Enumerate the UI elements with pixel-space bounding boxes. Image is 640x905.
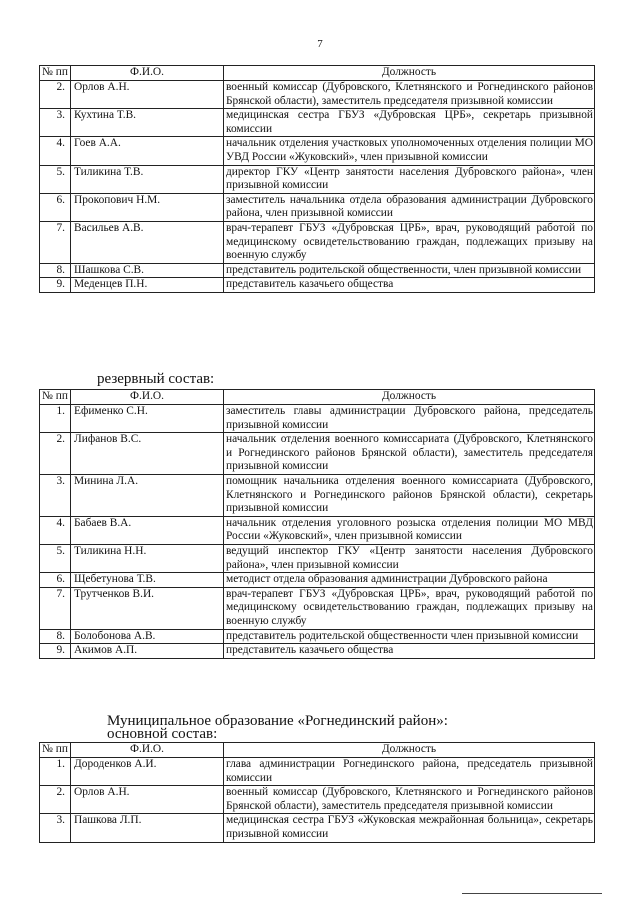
header-num: № пп	[40, 390, 71, 405]
row-name: Щебетунова Т.В.	[71, 573, 224, 588]
row-num: 2.	[40, 433, 71, 475]
row-position: методист отдела образования администрации Дубровского района	[224, 573, 595, 588]
row-name: Акимов А.П.	[71, 644, 224, 659]
table-row	[40, 758, 595, 786]
commission-table-rognedinsky-main	[39, 742, 595, 843]
row-position: медицинская сестра ГБУЗ «Жуковская межрайонная больница», секретарь призывной комиссии	[224, 814, 595, 842]
row-num: 3.	[40, 109, 71, 137]
header-position: Должность	[224, 390, 595, 405]
row-num: 5.	[40, 165, 71, 193]
table-row	[40, 786, 595, 814]
table-row	[40, 474, 595, 516]
row-name: Бабаев В.А.	[71, 516, 224, 544]
row-position: представитель казачьего общества	[224, 278, 595, 293]
row-position: представитель родительской общественности член призывной комиссии	[224, 629, 595, 644]
table-header-row	[40, 390, 595, 405]
table-row	[40, 544, 595, 572]
header-name: Ф.И.О.	[71, 743, 224, 758]
table-row	[40, 278, 595, 293]
commission-table-dubrovsky-reserve	[39, 389, 595, 659]
row-position: директор ГКУ «Центр занятости населения Дубровского района», член призывной комиссии	[224, 165, 595, 193]
row-position: начальник отделения участковых уполномоченных отделения полиции МО УВД России «Жуковский», член призывной комиссии	[224, 137, 595, 165]
row-position: ведущий инспектор ГКУ «Центр занятости населения Дубровского района», член призывной комиссии	[224, 544, 595, 572]
row-name: Минина Л.А.	[71, 474, 224, 516]
table-row	[40, 81, 595, 109]
row-position: глава администрации Рогнединского района, председатель призывной комиссии	[224, 758, 595, 786]
table-header-row	[40, 66, 595, 81]
reserve-caption: резервный состав:	[97, 371, 215, 387]
table-header-row	[40, 743, 595, 758]
row-name: Шашкова С.В.	[71, 263, 224, 278]
table-row	[40, 433, 595, 475]
row-num: 7.	[40, 221, 71, 263]
row-position: врач-терапевт ГБУЗ «Дубровская ЦРБ», врач, руководящий работой по медицинскому освидетельствованию граждан, подлежащих призыву на военную службу	[224, 221, 595, 263]
commission-table-dubrovsky-main	[39, 65, 595, 293]
row-position: представитель родительской общественности, член призывной комиссии	[224, 263, 595, 278]
row-num: 5.	[40, 544, 71, 572]
row-position: начальник отделения уголовного розыска отделения полиции МО МВД России «Жуковский», член призывной комиссии	[224, 516, 595, 544]
row-name: Прокопович Н.М.	[71, 193, 224, 221]
row-position: врач-терапевт ГБУЗ «Дубровская ЦРБ», врач, руководящий работой по медицинскому освидетельствованию граждан, подлежащих призыву на военную службу	[224, 587, 595, 629]
row-position: представитель казачьего общества	[224, 644, 595, 659]
table-row	[40, 587, 595, 629]
row-position: помощник начальника отделения военного комиссариата (Дубровского, Клетнянского и Рогнединского районов Брянской области), секретарь призывной комиссии	[224, 474, 595, 516]
row-num: 4.	[40, 137, 71, 165]
row-num: 7.	[40, 587, 71, 629]
row-name: Болобонова А.В.	[71, 629, 224, 644]
row-num: 3.	[40, 474, 71, 516]
row-position: медицинская сестра ГБУЗ «Дубровская ЦРБ», секретарь призывной комиссии	[224, 109, 595, 137]
table-row	[40, 516, 595, 544]
row-position: начальник отделения военного комиссариата (Дубровского, Клетнянского и Рогнединского районов Брянской области), заместитель председателя призывной комиссии	[224, 433, 595, 475]
row-name: Орлов А.Н.	[71, 786, 224, 814]
row-num: 3.	[40, 814, 71, 842]
row-position: военный комиссар (Дубровского, Клетнянского и Рогнединского районов Брянской области), заместитель председателя призывной комиссии	[224, 81, 595, 109]
header-name: Ф.И.О.	[71, 390, 224, 405]
table-row	[40, 405, 595, 433]
row-num: 2.	[40, 786, 71, 814]
footer-divider	[462, 893, 602, 894]
row-name: Ефименко С.Н.	[71, 405, 224, 433]
row-name: Трутченков В.И.	[71, 587, 224, 629]
row-num: 2.	[40, 81, 71, 109]
table-row	[40, 644, 595, 659]
row-num: 1.	[40, 405, 71, 433]
main-caption: основной состав:	[107, 726, 218, 742]
row-num: 4.	[40, 516, 71, 544]
row-position: заместитель главы администрации Дубровского района, председатель призывной комиссии	[224, 405, 595, 433]
row-position: заместитель начальника отдела образования администрации Дубровского района, член призывной комиссии	[224, 193, 595, 221]
row-num: 6.	[40, 193, 71, 221]
table-row	[40, 221, 595, 263]
row-name: Кухтина Т.В.	[71, 109, 224, 137]
header-name: Ф.И.О.	[71, 66, 224, 81]
row-name: Васильев А.В.	[71, 221, 224, 263]
page-number: 7	[317, 38, 323, 50]
row-num: 1.	[40, 758, 71, 786]
row-num: 8.	[40, 263, 71, 278]
table-row	[40, 109, 595, 137]
row-num: 9.	[40, 278, 71, 293]
row-name: Орлов А.Н.	[71, 81, 224, 109]
row-name: Тиликина Н.Н.	[71, 544, 224, 572]
row-num: 6.	[40, 573, 71, 588]
row-name: Пашкова Л.П.	[71, 814, 224, 842]
table-row	[40, 165, 595, 193]
header-num: № пп	[40, 66, 71, 81]
header-position: Должность	[224, 66, 595, 81]
row-name: Меденцев П.Н.	[71, 278, 224, 293]
header-num: № пп	[40, 743, 71, 758]
row-position: военный комиссар (Дубровского, Клетнянского и Рогнединского районов Брянской области), заместитель председателя призывной комиссии	[224, 786, 595, 814]
table-row	[40, 137, 595, 165]
row-name: Лифанов В.С.	[71, 433, 224, 475]
row-num: 8.	[40, 629, 71, 644]
table-row	[40, 573, 595, 588]
table-row	[40, 814, 595, 842]
table-row	[40, 629, 595, 644]
municipality-caption: Муниципальное образование «Рогнединский район»:	[107, 713, 448, 729]
row-name: Дороденков А.И.	[71, 758, 224, 786]
row-name: Тиликина Т.В.	[71, 165, 224, 193]
header-position: Должность	[224, 743, 595, 758]
table-row	[40, 263, 595, 278]
row-name: Гоев А.А.	[71, 137, 224, 165]
row-num: 9.	[40, 644, 71, 659]
table-row	[40, 193, 595, 221]
